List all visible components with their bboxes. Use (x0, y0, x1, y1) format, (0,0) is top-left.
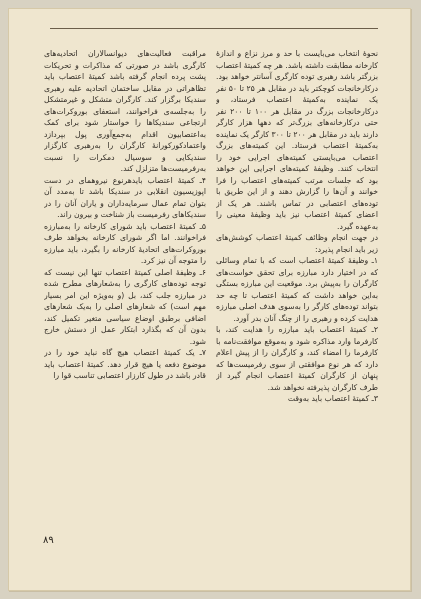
left-column (44, 48, 206, 568)
header-rule (50, 28, 378, 29)
document-page (8, 8, 411, 591)
page-number: ۸۹ (43, 535, 54, 546)
paragraph: در جهت انجام وظائف کمیتهٔ اعتصاب کوشش‌های زیر باید انجام پذیرد: (216, 233, 378, 254)
paragraph: ۴ـ کمیتهٔ اعتصاب بایدهرنوع نیروهمای در دست اپوزیسیون انقلابی در سندیکا باشد تا به‌مدد آن بتوان تمام عمال سرمایه‌داران و یاران آنان را در سندیکاهای رفرمیست باز شناخت و بیرون راند. (44, 175, 206, 219)
right-column (216, 48, 378, 568)
paragraph: نحوهٔ انتخاب می‌بایست با حد و مرز نزاع و اندازهٔ کارخانه مطابقت داشته باشد. هر چه کمیتهٔ اعتصاب بزرگتر باشد رهبری توده کارگری آسانتر خواهد بود. درکارخانجات کوچکتر باید در مقابل هر ۲۵ تا ۵۰ نفر یک نماینده به‌کمیتهٔ اعتصاب فرستاد، و درکارخانجات بزرگ در مقابل هر ۱۰۰ تا ۲۰۰ نفر حتی درکارخانه‌های بزرگ‌تر که دهها هزار کارگر دارند باید در مقابل هر ۲۰۰ تا ۳۰۰ کارگر یک نماینده به‌کمیتهٔ اعتصاب فرستاد. این کمیته‌های بزرگ اعتصاب می‌بایستی کمیته‌های اجرایی خود را انتخاب کنند. وظیفهٔ کمیته‌های اجرایی این خواهد بود که جلسات مرتب کمیته‌های اعتصاب را فرا خوانند و آن‌ها را گزارش دهند و از این طریق با توده‌های اعتصابی در تماس باشند. هر یک از اعضای کمیتهٔ اعتصاب نیز باید وظیفهٔ معینی را به‌عهده گیرد. (216, 49, 378, 231)
paragraph: ۳ـ کمیتهٔ اعتصاب باید به‌وقت (287, 394, 378, 403)
paragraph: ۵ـ کمیتهٔ اعتصاب باید شورای کارخانه را به‌مبارزه فراخوانند. اما اگر شورای کارخانه بخواهد طرف بوروکرات‌های اتحادیهٔ کارخانه را بگیرد، باید مبارزه را متوجه آن نیز کرد. (44, 221, 206, 265)
paragraph: ۲ـ کمیتهٔ اعتصاب باید مبارزه را هدایت کند، با کارفرما وارد مذاکره شود و به‌موقع موافقت‌نامه با کارفرما را امضاء کند، و کارگران را از پیش اعلام دارد که هر نوع موافقتی از سوی رفرمیست‌ها که پنهان از کارگران کمیتهٔ اعتصاب انجام گیرد از طرف کارگران پذیرفته نخواهد شد. (216, 325, 378, 392)
paragraph: ۷ـ یک کمیتهٔ اعتصاب هیچ گاه نباید خود را در موضوع دفعه یا هیچ قرار دهد. کمیتهٔ اعتصاب باید قادر باشد در طول کارزار اعتصابی تناسب قوا را (44, 348, 206, 380)
paragraph: ۱ـ وظیفهٔ کمیتهٔ اعتصاب است که با تمام وسائلی که در اختیار دارد مبارزه برای تحقق خواست‌های کارگران را به‌پیش برد. موقعیت این مبارزه بستگی به‌این خواهد داشت که کمیتهٔ اعتصاب تا چه حد بتواند توده‌های کارگر را به‌سوی هدف اصلی مبارزه هدایت کرده و رهبری را از چنگ آنان بدر آورد. (216, 256, 378, 323)
paragraph: مراقبت فعالیت‌های دیوانسالاران اتحادیه‌های کارگری باشد در صورتی که مذاکرات و تحریکات پشت پرده انجام گرفته باشد کمیتهٔ اعتصاب باید تظاهراتی در مقابل ساختمان اتحادیه علیه رهبری سندیکا برگزار کند. کارگران متشکل و غیرمتشکل را به‌جلسه‌ی فراخوانند، استعفای بوروکرات‌های ارتجاعی سندیکاها را خواستار شود برای کمک به‌اعتصابیون اقدام به‌جمع‌آوری پول بپردازد واعتمادکورکورانهٔ کارگران را به‌رهبری کارگزار سندیکایی و سوسیال دمکرات را نسبت به‌رفرمیست‌ها متزلزل کند. (44, 49, 206, 173)
paragraph: ۶ـ وظیفهٔ اصلی کمیتهٔ اعتصاب تنها این نیست که توجه توده‌های کارگری را به‌شعارهای مطرح شده در مبارزه جلب کند، بل (و به‌ویژه این امر بسیار مهم است) که شعارهای اصلی را به‌یک شعارهای اضافی برطبق اوضاع سیاسی متغیر تکمیل کند، بدون آن که بگذارد ابتکار عمل از دستش خارج شود. (44, 267, 206, 346)
